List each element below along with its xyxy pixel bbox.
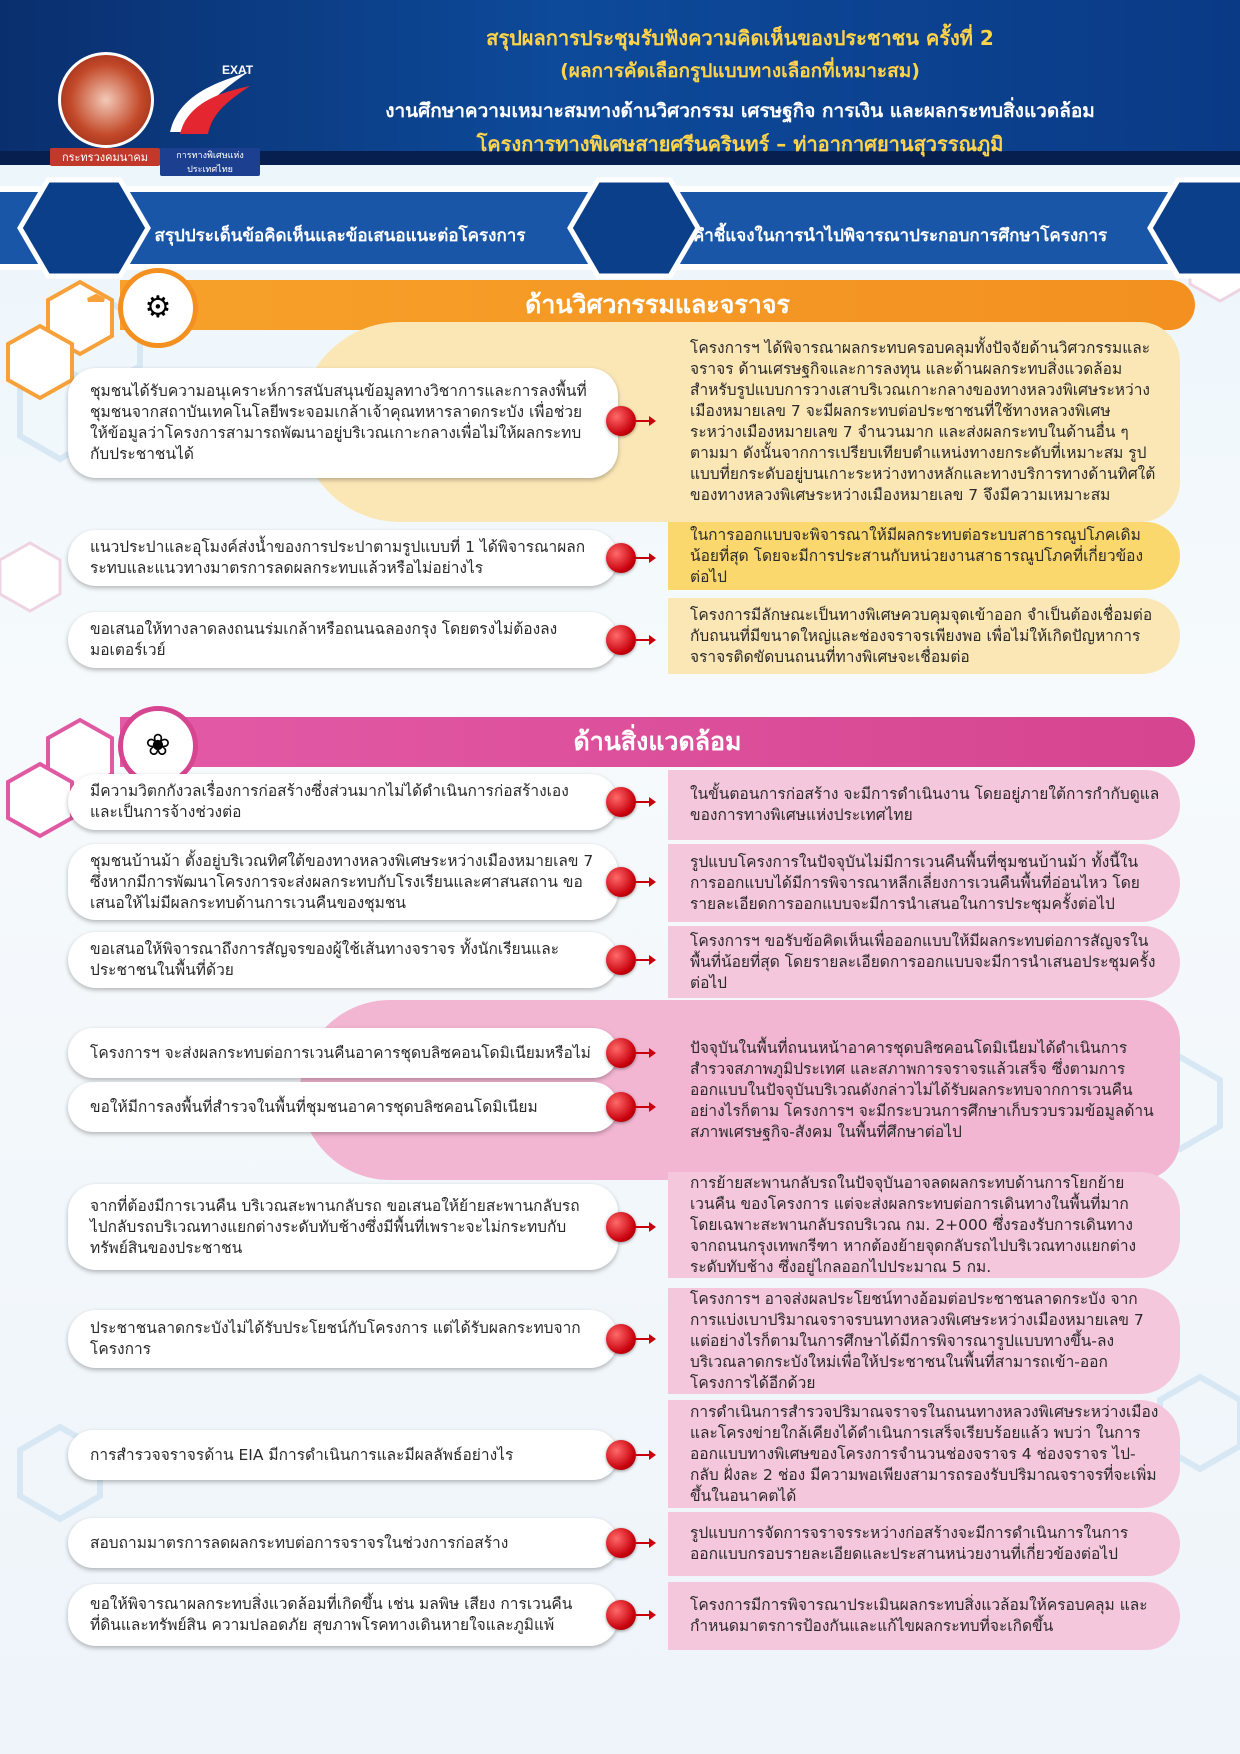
left-column-title: สรุปประเด็นข้อคิดเห็นและข้อเสนอแนะต่อโครงการ [154, 226, 526, 246]
comment-env-4a: โครงการฯ จะส่งผลกระทบต่อการเวนคืนอาคารชุดบลิซคอนโดมิเนียมหรือไม่ [68, 1028, 618, 1078]
ministry-logo-label: กระทรวงคมนาคม [50, 148, 160, 166]
bullet-icon [606, 945, 636, 975]
response-eng-1: โครงการฯ ได้พิจารณาผลกระทบครอบคลุมทั้งปัจจัยด้านวิศวกรรมและจราจร ด้านเศรษฐกิจและการลงทุน และด้านผลกระทบสิ่งแวดล้อม สำหรับรูปแบบการวางเสาบริเวณเกาะกลางของทางหลวงพิเศษระหว่างเมืองหมายเลข 7 จะมีผลกระทบต่อประชาชนที่ใช้ทางหลวงพิเศษระหว่างเมืองหมายเลข 7 จำนวนมาก และส่งผลกระทบในด้านอื่น ๆ ตามมา ดังนั้นจากการเปรียบเทียบตำแหน่งทางยกระดับที่เหมาะสม รูปแบบที่ยกระดับอยู่บนเกาะระหว่างทางหลักและทางบริการทางด้านทิศใต้ของทางหลวงพิเศษระหว่างเมืองหมายเลข 7 จึงมีความเหมาะสม [690, 322, 1180, 522]
arrow-icon [636, 1106, 654, 1108]
bullet-icon [606, 1600, 636, 1630]
exat-logo-icon [160, 52, 255, 142]
engineering-section-title: ด้านวิศวกรรมและจราจร [120, 280, 1195, 330]
comment-env-5: จากที่ต้องมีการเวนคืน บริเวณสะพานกลับรถ ขอเสนอให้ย้ายสะพานกลับรถไปกลับรถบริเวณทางแยกต่างระดับทับช้างซึ่งมีพื้นที่เพราะจะไม่กระทบกับทรัพย์สินของประชาชน [68, 1184, 618, 1270]
response-eng-3: โครงการมีลักษณะเป็นทางพิเศษควบคุมจุดเข้าออก จำเป็นต้องเชื่อมต่อกับถนนที่มีขนาดใหญ่และช่องจราจรเพียงพอ เพื่อไม่ให้เกิดปัญหาการจราจรติดขัดบนถนนที่ทางพิเศษจะเชื่อมต่อ [668, 598, 1180, 674]
arrow-icon [636, 1226, 654, 1228]
arrow-icon [636, 881, 654, 883]
bullet-icon [606, 1038, 636, 1068]
exat-logo-label: การทางพิเศษแห่งประเทศไทย [160, 148, 260, 176]
bullet-icon [606, 1528, 636, 1558]
response-env-1: ในขั้นตอนการก่อสร้าง จะมีการดำเนินงาน โดยอยู่ภายใต้การกำกับดูแลของการทางพิเศษแห่งประเทศไทย [668, 770, 1180, 840]
comment-eng-2: แนวประปาและอุโมงค์ส่งน้ำของการประปาตามรูปแบบที่ 1 ได้พิจารณาผลกระทบและแนวทางมาตรการลดผลกระทบแล้วหรือไม่อย่างไร [68, 530, 618, 586]
comment-env-1: มีความวิตกกังวลเรื่องการก่อสร้างซึ่งส่วนมากไม่ได้ดำเนินการก่อสร้างเองและเป็นการจ้างช่วงต่อ [68, 774, 618, 830]
comment-env-6: ประชาชนลาดกระบังไม่ได้รับประโยชน์กับโครงการ แต่ได้รับผลกระทบจากโครงการ [68, 1310, 618, 1368]
comment-env-4b: ขอให้มีการลงพื้นที่สำรวจในพื้นที่ชุมชนอาคารชุดบลิซคอนโดมิเนียม [68, 1082, 618, 1132]
response-env-2: รูปแบบโครงการในปัจจุบันไม่มีการเวนคืนพื้นที่ชุมชนบ้านม้า ทั้งนี้ในการออกแบบได้มีการพิจารณาหลีกเลี่ยงการเวนคืนพื้นที่อ่อนไหว โดยรายละเอียดการออกแบบจะมีการนำเสนอในการประชุมครั้งต่อไป [668, 844, 1180, 922]
response-env-3: โครงการฯ ขอรับข้อคิดเห็นเพื่อออกแบบให้มีผลกระทบต่อการสัญจรในพื้นที่น้อยที่สุด โดยรายละเอียดการออกแบบจะมีการนำเสนอประชุมครั้งต่อไป [668, 926, 1180, 998]
bullet-icon [606, 1212, 636, 1242]
arrow-icon [636, 639, 654, 641]
title-line-1: สรุปผลการประชุมรับฟังความคิดเห็นของประชาชน ครั้งที่ 2 [486, 26, 994, 50]
traffic-engineer-icon: ⚙ [118, 268, 198, 348]
response-eng-2: ในการออกแบบจะพิจารณาให้มีผลกระทบต่อระบบสาธารณูปโภคเดิมน้อยที่สุด โดยจะมีการประสานกับหน่วยงานสาธารณูปโภคที่เกี่ยวข้องต่อไป [668, 522, 1180, 590]
bullet-icon [606, 406, 636, 436]
title-line-4: โครงการทางพิเศษสายศรีนครินทร์ – ท่าอากาศยานสุวรรณภูมิ [476, 132, 1004, 156]
comment-eng-1: ชุมชนได้รับความอนุเคราะห์การสนับสนุนข้อมูลทางวิชาการและการลงพื้นที่ชุมชนจากสถาบันเทคโนโลยีพระจอมเกล้าเจ้าคุณทหารลาดกระบัง เพื่อช่วยให้ข้อมูลว่าโครงการสามารถพัฒนาอยู่บริเวณเกาะกลางเพื่อไม่ให้ผลกระทบกับประชาชนได้ [68, 368, 618, 478]
bullet-icon [606, 787, 636, 817]
comment-env-2: ชุมชนบ้านม้า ตั้งอยู่บริเวณทิศใต้ของทางหลวงพิเศษระหว่างเมืองหมายเลข 7 ซึ่งหากมีการพัฒนาโครงการจะส่งผลกระทบกับโรงเรียนและศาสนสถาน ขอเสนอให้ไม่มีผลกระทบด้านการเวนคืนของชุมชน [68, 844, 618, 920]
bullet-icon [606, 1440, 636, 1470]
bullet-icon [606, 543, 636, 573]
arrow-icon [636, 557, 654, 559]
response-env-7: การดำเนินการสำรวจปริมาณจราจรในถนนทางหลวงพิเศษระหว่างเมืองและโครงข่ายใกล้เคียงได้ดำเนินการเสร็จเรียบร้อยแล้ว พบว่า ในการออกแบบทางพิเศษของโครงการจำนวนช่องจราจร 4 ช่องจราจร ไป-กลับ ฝั่งละ 2 ช่อง มีความพอเพียงสามารถรองรับปริมาณจราจรที่จะเพิ่มขึ้นในอนาคตได้ [668, 1400, 1180, 1508]
right-column-title: คำชี้แจงในการนำไปพิจารณาประกอบการศึกษาโครงการ [692, 226, 1108, 246]
response-env-4: ปัจจุบันในพื้นที่ถนนหน้าอาคารชุดบลิซคอนโดมิเนียมได้ดำเนินการสำรวจสภาพภูมิประเทศ และสภาพการจราจรแล้วเสร็จ ซึ่งตามการออกแบบในปัจจุบันบริเวณดังกล่าวไม่ได้รับผลกระทบจากการเวนคืน อย่างไรก็ตาม โครงการฯ จะมีกระบวนการศึกษาเก็บรวบรวมข้อมูลด้านสภาพเศรษฐกิจ-สังคม ในพื้นที่ศึกษาต่อไป [668, 1000, 1180, 1180]
arrow-icon [636, 420, 654, 422]
environment-section-title: ด้านสิ่งแวดล้อม [120, 717, 1195, 767]
comment-env-9: ขอให้พิจารณาผลกระทบสิ่งแวดล้อมที่เกิดขึ้น เช่น มลพิษ เสียง การเวนคืนที่ดินและทรัพย์สิน ความปลอดภัย สุขภาพโรคทางเดินหายใจและภูมิแพ้ [68, 1584, 618, 1646]
arrow-icon [636, 959, 654, 961]
arrow-icon [636, 1454, 654, 1456]
arrow-icon [636, 801, 654, 803]
environment-lotus-icon: ❀ [118, 706, 198, 786]
response-env-8: รูปแบบการจัดการจราจรระหว่างก่อสร้างจะมีการดำเนินการในการออกแบบกรอบรายละเอียดและประสานหน่วยงานที่เกี่ยวข้องต่อไป [668, 1512, 1180, 1576]
exat-logo-text: EXAT [222, 63, 254, 77]
bullet-icon [606, 867, 636, 897]
bullet-icon [606, 1324, 636, 1354]
comment-eng-3: ขอเสนอให้ทางลาดลงถนนร่มเกล้าหรือถนนฉลองกรุง โดยตรงไม่ต้องลงมอเตอร์เวย์ [68, 612, 618, 668]
response-env-9: โครงการมีการพิจารณาประเมินผลกระทบสิ่งแวล้อมให้ครอบคลุม และกำหนดมาตรการป้องกันและแก้ไขผลกระทบที่จะเกิดขึ้น [668, 1582, 1180, 1650]
response-env-5: การย้ายสะพานกลับรถในปัจจุบันอาจลดผลกระทบด้านการโยกย้ายเวนคืน ของโครงการ แต่จะส่งผลกระทบต่อการเดินทางในพื้นที่มาก โดยเฉพาะสะพานกลับรถบริเวณ กม. 2+000 ซึ่งรองรับการเดินทางจากถนนกรุงเทพกรีฑา หากต้องย้ายจุดกลับรถไปบริเวณทางแยกต่างระดับทับช้าง ซึ่งอยู่ไกลออกไปประมาณ 5 กม. [668, 1172, 1180, 1278]
bullet-icon [606, 1092, 636, 1122]
comment-env-8: สอบถามมาตรการลดผลกระทบต่อการจราจรในช่วงการก่อสร้าง [68, 1518, 618, 1568]
arrow-icon [636, 1338, 654, 1340]
comment-env-7: การสำรวจจราจรด้าน EIA มีการดำเนินการและมีผลลัพธ์อย่างไร [68, 1430, 618, 1480]
title-line-3: งานศึกษาความเหมาะสมทางด้านวิศวกรรม เศรษฐกิจ การเงิน และผลกระทบสิ่งแวดล้อม [385, 100, 1095, 122]
response-env-6: โครงการฯ อาจส่งผลประโยชน์ทางอ้อมต่อประชาชนลาดกระบัง จากการแบ่งเบาปริมาณจราจรบนทางหลวงพิเศษระหว่างเมืองหมายเลข 7 แต่อย่างไรก็ตามในการศึกษาได้มีการพิจารณารูปแบบทางขึ้น-ลงบริเวณลาดกระบังใหม่เพื่อให้ประชาชนในพื้นที่สามารถเข้า-ออก โครงการได้อีกด้วย [668, 1288, 1180, 1394]
bullet-icon [606, 625, 636, 655]
comment-env-3: ขอเสนอให้พิจารณาถึงการสัญจรของผู้ใช้เส้นทางจราจร ทั้งนักเรียนและประชาชนในพื้นที่ด้วย [68, 932, 618, 988]
arrow-icon [636, 1542, 654, 1544]
ministry-seal-icon [58, 52, 154, 148]
arrow-icon [636, 1052, 654, 1054]
title-line-2: (ผลการคัดเลือกรูปแบบทางเลือกที่เหมาะสม) [560, 60, 920, 82]
arrow-icon [636, 1614, 654, 1616]
